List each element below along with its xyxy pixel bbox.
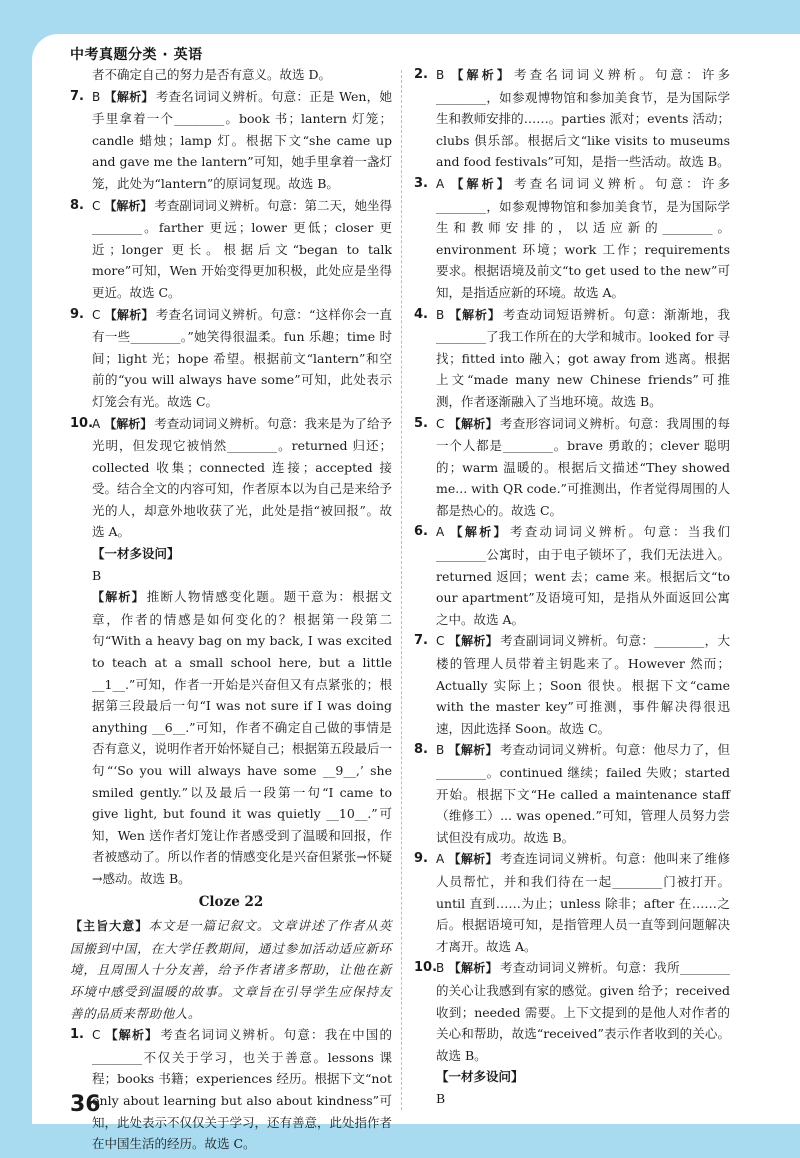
left-column xyxy=(70,64,392,1155)
answer-letter: B xyxy=(92,89,101,104)
item-number: 5. xyxy=(414,415,428,431)
answer-item-7 xyxy=(70,86,392,195)
analysis-text: 考查动词词义辨析。句意：当我们________公寓时，由于电子锁坏了，我们无法进入。returned 返回；went 去；came 来。根据后文“to our apartment”及语境可知，是指从外面返回公寓之中。故选 A。 xyxy=(436,524,730,627)
main-idea-text: 本文是一篇记叙文。文章讲述了作者从英国搬到中国，在大学任教期间，通过参加活动适应新环境，且周围人十分友善，给予作者诸多帮助，让他在新环境中感受到温暖的故事。文章旨在引导学生应保持友善的品质来帮助他人。 xyxy=(70,918,392,1021)
analysis-tag: 【解析】 xyxy=(104,89,154,104)
analysis-text: 考查副词词义辨析。句意：________，大楼的管理人员带着主钥匙来了。However 然而；Actually 实际上；Soon 很快。根据下文“came with the master key”可推测，事件解决得很迅速，因此选择 Soon。故选 C。 xyxy=(436,633,730,736)
answer-item-2 xyxy=(414,64,730,173)
analysis-text: 考查名词词义辨析。句意：我在中国的________不仅关于学习，也关于善意。lessons 课程；books 书籍；experiences 经历。根据下文“not only about learning but also about kindness”可知，此处表示不仅仅关于学习，还有善意，此处指作者在中国生活的经历。故选 C。 xyxy=(92,1027,393,1152)
analysis-tag: 【解析】 xyxy=(448,68,512,82)
continued-line: 者不确定自己的努力是否有意义。故选 D。 xyxy=(92,67,331,82)
item-number: 1. xyxy=(70,1027,84,1043)
item-number: 3. xyxy=(414,175,428,191)
analysis-text: 考查名词词义辨析。句意：“这样你会一直有一些________。”她笑得很温柔。fun 乐趣；time 时间；light 光；hope 希望。根据前文“lantern”和空前的“you will always have some”可知，此处表示灯笼会有光。故选 C。 xyxy=(92,306,392,409)
analysis-text: 考查动词词义辨析。句意：我所________的关心让我感到有家的感觉。given 给予；received 收到；needed 需要。上下文提到的是他人对作者的关心和帮助，故选“received”表示作者收到的关心。故选 B。 xyxy=(436,960,730,1063)
answer-item-3 xyxy=(414,173,730,304)
answer-letter: A xyxy=(92,416,101,431)
analysis-text: 推断人物情感变化题。题干意为：根据文章，作者的情感是如何变化的？根据第一段第二句“With a heavy bag on my back, I was excited to teach at a small school here, but a little __1__.”可知，作者一开始是兴奋但又有点紧张的；根据第三段最后一句“I was not sure if I was doing anything __6__.”可知，作者不确定自己做的事情是否有意义，说明作者开始怀疑自己；根据第五段最后一句“‘So you will always have some __9__,’ she smiled gently.”以及最后一段第一句“I came to give light, but found it was quietly __10__.”可知，Wen 送作者灯笼让作者感受到了温暖和回报，作者被感动了。所以作者的情感变化是兴奋但紧张→怀疑→感动。故选 B。 xyxy=(92,589,393,886)
analysis-tag: 【解析】 xyxy=(104,307,154,322)
answer-letter: C xyxy=(92,198,101,213)
answer-letter: C xyxy=(92,1028,101,1043)
answer-letter: B xyxy=(436,743,445,758)
page-header: 中考真题分类 · 英语 xyxy=(70,47,203,63)
analysis-tag: 【解析】 xyxy=(448,961,499,976)
analysis-tag: 【解析】 xyxy=(448,176,512,191)
answer-item-9 xyxy=(414,848,730,957)
item-number: 8. xyxy=(70,197,84,213)
item-number: 2. xyxy=(414,67,428,82)
analysis-text: 考查副词词义辨析。句意：第二天，她坐得________。farther 更远；lower 更低；closer 更近；longer 更长。根据后文“began to talk more”可知，Wen 开始变得更加积极，此处应是坐得更近。故选 C。 xyxy=(92,197,392,300)
answer-letter: C xyxy=(92,307,101,322)
cloze-title: Cloze 22 xyxy=(198,893,264,910)
item-number: 10. xyxy=(414,960,438,976)
analysis-text: 考查动词短语辨析。句意：渐渐地，我________了我工作所在的大学和城市。looked for 寻找；fitted into 融入；got away from 逃离。根据上文“made many new Chinese friends”可推测，作者逐渐融入了当地环境。故选 B。 xyxy=(436,306,730,409)
analysis-text: 考查形容词词义辨析。句意：我周围的每一个人都是________。brave 勇敢的；clever 聪明的；warm 温暖的。根据后文描述“They showed me... with QR code.”可推测出，作者觉得周围的人都是热心的。故选 C。 xyxy=(436,415,730,518)
item-number: 7. xyxy=(70,88,84,104)
main-idea-tag: 【主旨大意】 xyxy=(70,919,149,934)
answer-item-6 xyxy=(414,521,730,630)
answer-item-10 xyxy=(414,957,730,1066)
analysis-tag: 【解析】 xyxy=(104,416,153,431)
answer-letter: B xyxy=(436,961,445,976)
answer-item-1 xyxy=(70,1024,392,1155)
analysis-text: 考查连词词义辨析。句意：他叫来了维修人员帮忙，并和我们待在一起________门被打开。until 直到……为止；unless 除非；after 在……之后。根据语境可知，是指管理人员一直等到问题解决才离开。故选 A。 xyxy=(436,851,730,954)
answer-item-4 xyxy=(414,304,730,413)
analysis-text: 考查动词词义辨析。句意：我来是为了给予光明，但发现它被悄然________。returned 归还；collected 收集；connected 连接；accepted 接受。结合全文的内容可知，作者原本以为自己是来给予光的人，却意外地收获了光，此处是指“被回报”。故选 A。 xyxy=(92,415,393,540)
analysis-text: 考查名词词义辨析。句意：许多________，如参观博物馆和参加美食节，是为国际学生和教师安排的，以适应新的________。environment 环境；work 工作；requirements 要求。根据语境及前文“to get used to the new”可知，是指适应新的环境。故选 A。 xyxy=(436,175,730,300)
column-divider xyxy=(401,70,402,1110)
analysis-tag: 【解析】 xyxy=(104,198,153,213)
answer-item-9 xyxy=(70,304,392,413)
item-number: 9. xyxy=(70,306,84,322)
extra-question-answer: B xyxy=(436,1090,446,1106)
extra-question-heading: 【一材多设问】 xyxy=(436,1069,524,1085)
analysis-tag: 【解析】 xyxy=(92,590,145,605)
page-number: 36 xyxy=(70,1092,101,1117)
main-idea xyxy=(70,915,392,1024)
analysis-tag: 【解析】 xyxy=(448,852,498,867)
analysis-tag: 【解析】 xyxy=(104,1028,159,1043)
analysis-tag: 【解析】 xyxy=(448,525,508,540)
item-number: 8. xyxy=(414,742,428,758)
extra-question-answer: B xyxy=(92,567,102,583)
answer-letter: B xyxy=(436,307,445,322)
right-column xyxy=(414,64,730,1110)
answer-letter: C xyxy=(436,634,445,649)
answer-item-8 xyxy=(414,739,730,848)
answer-letter: A xyxy=(436,525,445,540)
item-number: 10. xyxy=(70,415,94,431)
answer-letter: C xyxy=(436,416,445,431)
analysis-tag: 【解析】 xyxy=(448,743,498,758)
analysis-tag: 【解析】 xyxy=(448,416,498,431)
item-number: 4. xyxy=(414,306,428,322)
extra-question-heading: 【一材多设问】 xyxy=(92,546,180,562)
extra-question-analysis xyxy=(70,586,392,889)
analysis-tag: 【解析】 xyxy=(448,307,501,322)
item-number: 6. xyxy=(414,524,428,540)
analysis-tag: 【解析】 xyxy=(448,634,499,649)
analysis-text: 考查动词词义辨析。句意：他尽力了，但________。continued 继续；failed 失败；started 开始。根据下文“He called a maintenance staff（维修工）... was opened.”可知，管理人员努力尝试但没有成功。故选 B。 xyxy=(436,742,730,845)
analysis-text: 考查名词词义辨析。句意：正是 Wen，她手里拿着一个________。book 书；lantern 灯笼；candle 蜡烛；lamp 灯。根据下文“she came up and gave me the lantern”可知，她手里拿着一盏灯笼，此处为“lantern”的原词复现。故选 B。 xyxy=(92,88,392,191)
item-number: 9. xyxy=(414,851,428,867)
answer-item-5 xyxy=(414,413,730,522)
answer-letter: A xyxy=(436,176,445,191)
item-number: 7. xyxy=(414,633,428,649)
answer-item-8 xyxy=(70,195,392,304)
answer-item-10 xyxy=(70,413,392,544)
answer-letter: A xyxy=(436,852,445,867)
answer-item-7 xyxy=(414,630,730,739)
answer-letter: B xyxy=(436,68,445,82)
analysis-text: 考查名词词义辨析。句意：许多________，如参观博物馆和参加美食节，是为国际学生和教师安排的……。parties 派对；events 活动；clubs 俱乐部。根据后文“like visits to museums and food festivals”可知，是指一些活动。故选 B。 xyxy=(436,67,730,170)
